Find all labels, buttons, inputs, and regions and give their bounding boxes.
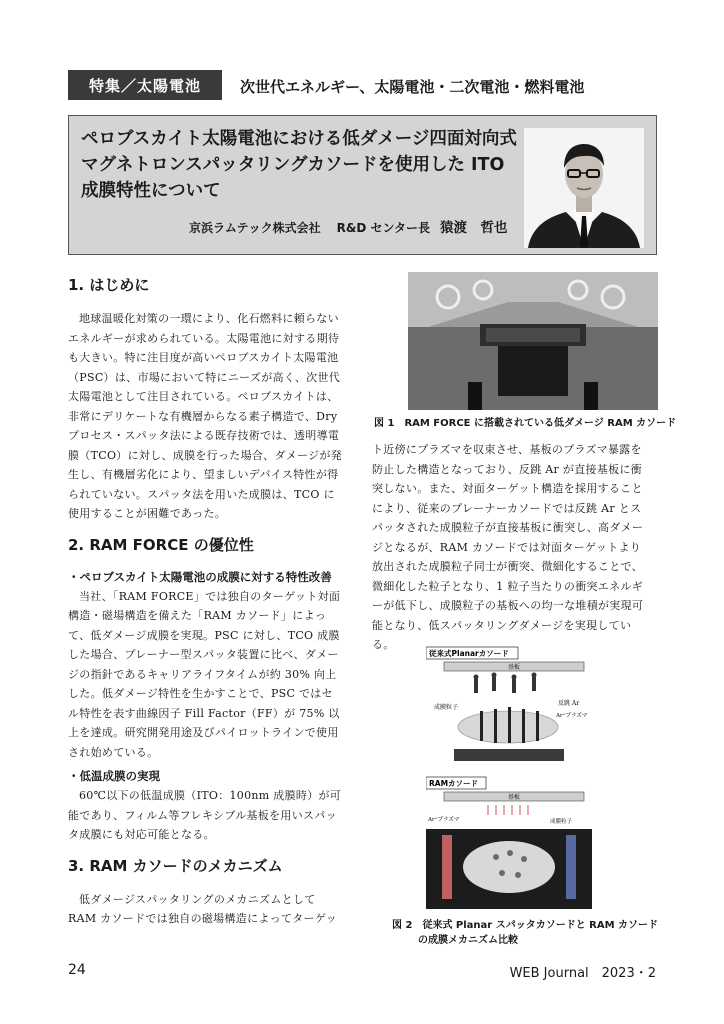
author-name: 猿渡 哲也 [440, 220, 508, 236]
section-2-subheading-1: ・ペロブスカイト太陽電池の成膜に対する特性改善 [68, 569, 332, 584]
diagram-substrate-label: 基板 [508, 664, 521, 671]
diagram-plasma-label-2: Ar⁺プラズマ [428, 817, 460, 823]
journal-footer: WEB Journal 2023・2 [509, 966, 656, 981]
section-2-heading: 2. RAM FORCE の優位性 [68, 535, 254, 554]
section-1-paragraph: 地球温暖化対策の一環により、化石燃料に頼らないエネルギーが求められている。太陽電池に対する期待も大きい。特に注目度が高いペロブスカイト太陽電池（PSC）は、市場において特にニーズが高く、次世代太陽電池として注目されている。ペロブスカイトは、非常にデリケートな有機層からなる素子構造で、Dry プロセス・スパッタ法による既存技術では、透明導電膜（TCO）に対し、成膜を行った場合、ダメージが発生し、有機層劣化により、望ましいデバイス特性が得られていない。スパッタ法を用いた成膜は、TCO に使用することが困難であった。 [68, 312, 343, 520]
author-portrait [524, 128, 644, 248]
section-1-heading: 1. はじめに [68, 276, 150, 294]
article-title: ペロブスカイト太陽電池における低ダメージ四面対向式マグネトロンスパッタリングカソードを使用した ITO 成膜特性について [81, 129, 517, 201]
diagram-ar-label: 反跳 Ar [558, 700, 580, 707]
author-position: R&D センター長 [336, 221, 431, 235]
ram-cathode-photo [408, 272, 658, 410]
section-3-heading: 3. RAM カソードのメカニズム [68, 856, 283, 875]
left-column [68, 270, 344, 929]
diagram-title-ram: RAMカソード [429, 779, 479, 788]
right-column-paragraph: ト近傍にプラズマを収束させ、基板のプラズマ暴露を防止した構造となっており、反跳 Ar が直接基板に衝突しない。また、対面ターゲット構造を採用することにより、従来のプレーナーカソードでは反跳 Ar とスパッタされた成膜粒子が直接基板に衝突し、高ダメージとなるが、RAM カソードでは対面ターゲットより放出された成膜粒子同士が衝突、微細化することで、微細化した粒子となり、1 粒子当たりの衝突エネルギーが低下し、成膜粒子の基板への均一な堆積が実現可能となり、低スパッタリングダメージを実現している。 [372, 443, 644, 651]
article-title-box [68, 115, 657, 255]
series-title: 次世代エネルギー、太陽電池・二次電池・燃料電池 [240, 78, 585, 96]
page-number: 24 [68, 962, 86, 978]
section-2-paragraph-2: 60℃以下の低温成膜（ITO：100nm 成膜時）が可能であり、フィルム等フレキシブル基板を用いスパッタ成膜にも対応可能となる。 [68, 789, 342, 841]
diagram-particle-label-2: 成膜粒子 [550, 819, 573, 825]
right-column [372, 440, 648, 655]
diagram-particle-label: 成膜粒子 [434, 704, 459, 711]
diagram-title-planar: 従来式Planarカソード [429, 649, 509, 658]
diagram-substrate-label-2: 基板 [508, 794, 521, 801]
diagram-plasma-label: Ar⁺プラズマ [556, 713, 588, 719]
section-2-subheading-2: ・低温成膜の実現 [68, 769, 160, 783]
company-name: 京浜ラムテック株式会社 [189, 221, 321, 235]
figure-2-caption-line-1: 図 2 従来式 Planar スパッタカソードと RAM カソード [392, 920, 659, 931]
figure-1-caption: 図 1 RAM FORCE に搭載されている低ダメージ RAM カソード [374, 418, 677, 429]
section-tag-label: 特集／太陽電池 [88, 76, 201, 95]
mechanism-diagram [426, 645, 592, 911]
section-3-paragraph: 低ダメージスパッタリングのメカニズムとして RAM カソードでは独自の磁場構造によってターゲッ [68, 892, 338, 925]
author-line [189, 216, 508, 236]
figure-2-caption-line-2: の成膜メカニズム比較 [418, 935, 518, 946]
figure-2-caption [392, 918, 658, 948]
section-tag [68, 70, 222, 100]
section-2-paragraph-1: 当社、「RAM FORCE」では独自のターゲット対面構造・磁場構造を備えた「RAM カソード」によって、低ダメージ成膜を実現。PSC に対し、TCO 成膜した場合、プレーナー型スパッタ装置に比べ、ダメージの指針であるキャリアライフタイムが約 30% 向上した。低ダメージ特性を生かすことで、PSC ではセル特性を表す曲線因子 Fill Factor（FF）が 75% 以上を達成。研究開発用途及びパイロットラインで使用され始めている。 [68, 589, 341, 759]
